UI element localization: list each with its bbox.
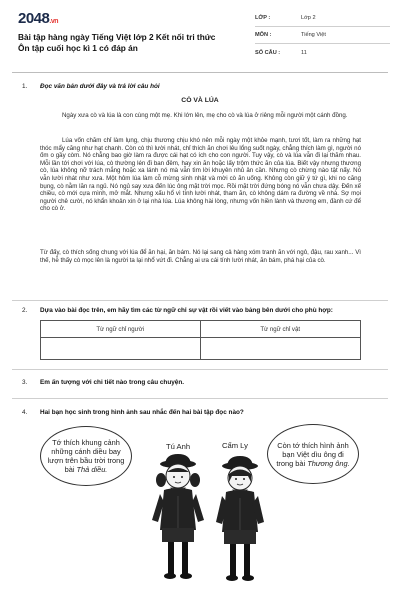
meta-row-subject: MÔN : Tiếng Việt	[255, 27, 390, 44]
story-paragraph-2: Lúa vốn chăm chỉ làm lụng, chịu thương chịu khó nên mỗi ngày một khỏe mạnh, tươi tốt, làm ra những hạt thóc mẩy căng như hạt chanh. Còn cò thì lười nhát, chỉ thích ăn chơi lêu lổng suốt ngày, chẳng thích làm gì, người nó ốm o gầy còm. Nó chẳng bao giờ làm ra được cái hạt có ích cho con người. Tuy vậy, cò và lúa vẫn đi lại thăm nhau. Mỗi lần tới chơi với lúa, cò thường lén đi ban đêm, hay xin ăn hoặc lấy trộm thức ăn của lúa. Biết vậy nhưng thương cò, lúa không nỡ trách mắng hoặc xa lánh nó mà vẫn tìm lời khuyên nhủ ân cần. Nhưng cò chừng nào tật nấy. Nó vẫn lười nhát như xưa. Một hôm lúa làm cỗ mừng sinh nhật và mời cò ăn uống. Không còn giữ ý tứ gì, khi no căng bụng, cò nằm lăn ra ngủ. Nó ngủ say xưa đến lúc ông mặt trời mọc. Rồi mặt trời đứng bóng nó vẫn chưa dậy. Đến xế chiều, cò mới cựa mình, mở mắt. Nhưng xấu hổ vì tính lười nhát, tham ăn, cò không dám ra đường về nhà. Sợ mọi người chê cười, nó khẩn khoản xin ở lại nhà lúa. Lúa không hài lòng, nhưng vốn hiền lành và thương em, đành cứ để cho cò ở.	[40, 137, 361, 213]
question-divider	[12, 398, 388, 399]
document-meta	[255, 10, 390, 61]
table-header-people: Từ ngữ chỉ người	[41, 321, 201, 338]
question-1-number: 1.	[22, 83, 28, 90]
story-paragraph-1: Ngày xưa cò và lúa là con cùng một mẹ. Khi lớn lên, mẹ cho cò và lúa ở riêng mỗi người một cánh đồng.	[62, 112, 348, 119]
story-paragraph-3: Từ đấy, cò thích sống chung với lúa để ăn hại, ăn bám. Nó lại sang cả hàng xóm tranh ăn với ngô, đậu, rau xanh... Vì thế, hễ thấy cò mọc lên là người ta lại nhổ vứt đi. Chẳng ai ưa cái tính lười nhát, ăn bám, phá hại của cò.	[40, 249, 361, 264]
student-name-left: Tú Anh	[166, 442, 191, 451]
meta-row-count: SỐ CÂU : 11	[255, 49, 307, 56]
speech-bubble-left: Tớ thích khung cảnh những cánh diều bay lượn trên bầu trời trong bài Thả diều.	[40, 426, 132, 486]
question-4-prompt: Hai bạn học sinh trong hình ảnh sau nhắc đến hai bài tập đọc nào?	[40, 409, 244, 416]
story-title: CÒ VÀ LÚA	[181, 97, 219, 104]
document-title: Bài tập hàng ngày Tiếng Việt lớp 2 Kết nối tri thức Ôn tập cuối học kì 1 có đáp án	[18, 32, 216, 53]
table-cell-people[interactable]	[41, 338, 201, 359]
speech-bubble-right: Còn tớ thích hình ảnh bạn Việt dìu ông đi trong bài Thương ông.	[267, 424, 359, 484]
site-logo[interactable]: 2048.vn	[18, 10, 58, 27]
table-header-things: Từ ngữ chỉ vật	[201, 321, 361, 338]
header-divider	[12, 72, 388, 73]
question-2-number: 2.	[22, 307, 28, 314]
question-3-prompt: Em ấn tượng với chi tiết nào trong câu chuyện.	[40, 379, 185, 386]
student-name-right: Cẩm Ly	[222, 441, 248, 450]
question-divider	[12, 300, 388, 301]
document-header	[18, 10, 388, 66]
meta-row-grade: LỚP : Lớp 2	[255, 10, 390, 27]
question-4-number: 4.	[22, 409, 28, 416]
question-divider	[12, 369, 388, 370]
question-3-number: 3.	[22, 379, 28, 386]
answer-table	[40, 320, 361, 360]
question-1-prompt: Đọc văn bản dưới đây và trả lời câu hỏi	[40, 83, 160, 90]
students-illustration	[140, 452, 280, 597]
student-left-figure	[152, 454, 204, 579]
student-right-figure	[216, 456, 264, 581]
question-2-prompt: Dựa vào bài đọc trên, em hãy tìm các từ ngữ chỉ sự vật rồi viết vào bảng bên dưới cho phù hợp:	[40, 307, 333, 314]
table-cell-things[interactable]	[201, 338, 361, 359]
